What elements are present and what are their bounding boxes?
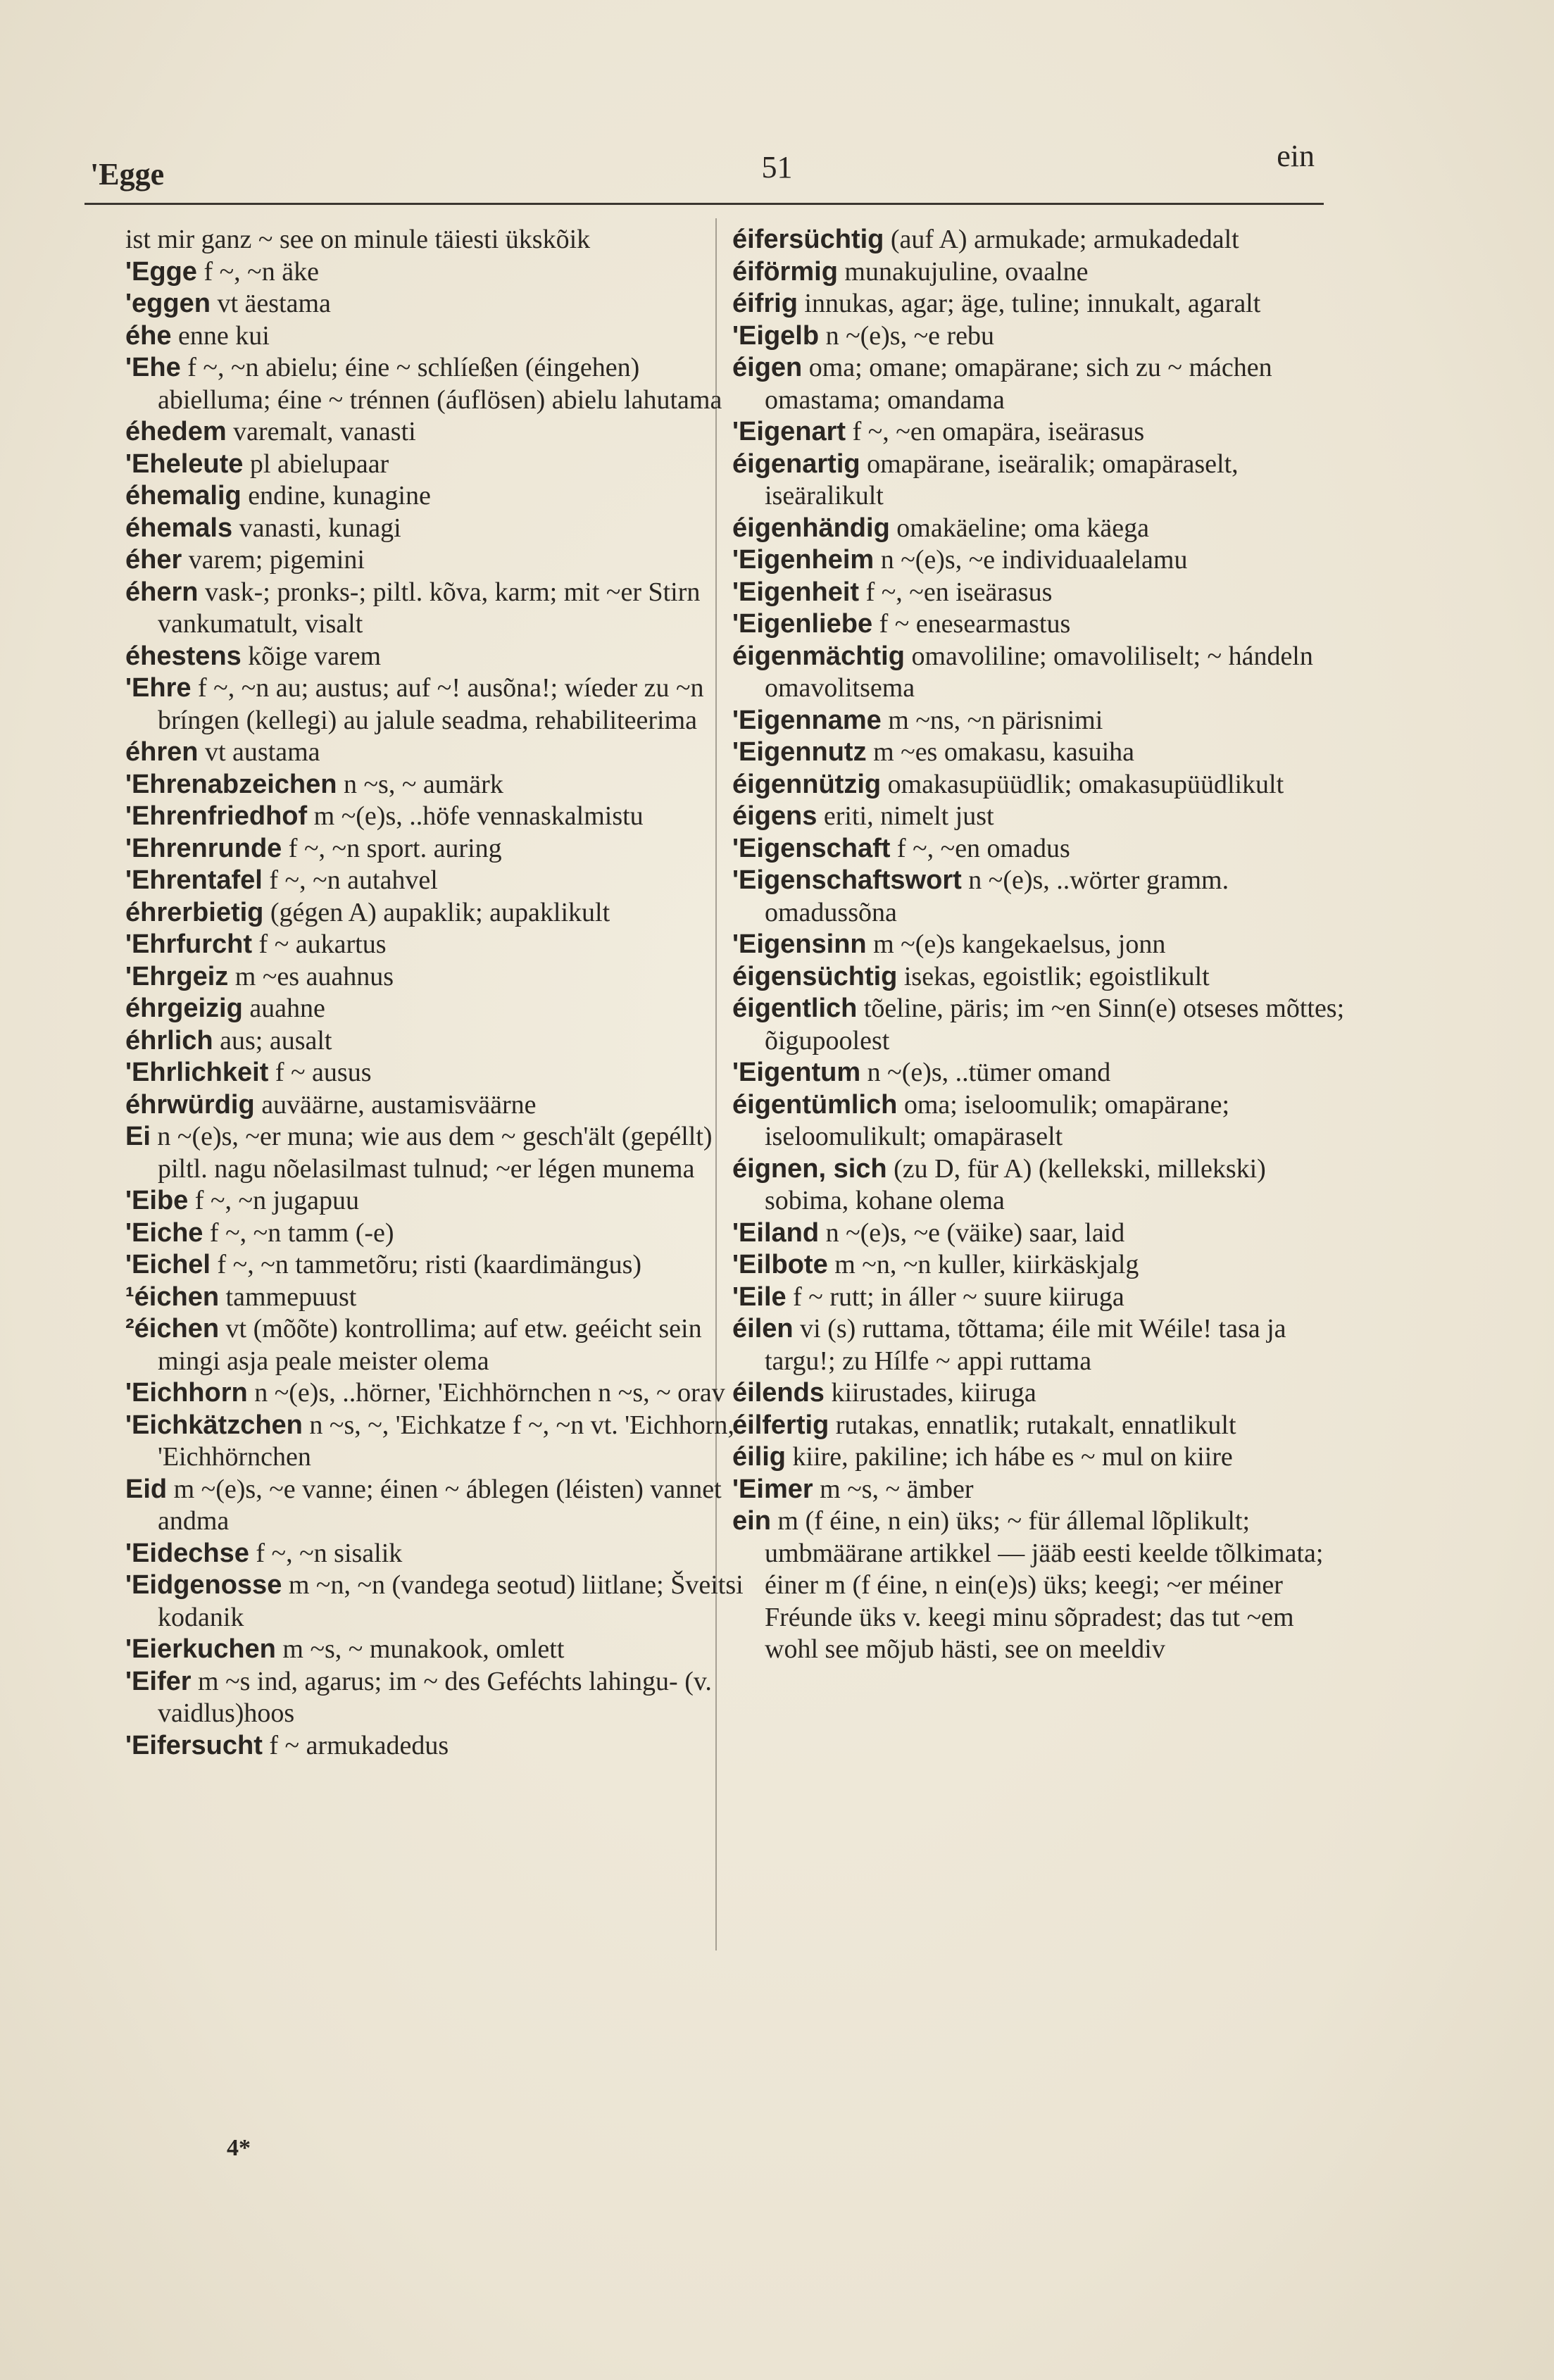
dictionary-entry <box>732 256 1352 289</box>
dictionary-entry <box>125 672 759 737</box>
dictionary-entry <box>125 513 759 545</box>
entry-definition: kiire, pakiline; ich hábe es ~ mul on kiire <box>792 1442 1233 1472</box>
entry-headword: 'Eigentum <box>732 1058 861 1087</box>
dictionary-entry <box>125 480 759 513</box>
entry-headword: 'Eigenart <box>732 417 846 446</box>
entry-definition: oma; iseloomulik; omapärane; iseloomulikult; omapäraselt <box>765 1089 1230 1151</box>
entry-definition: (gégen A) aupaklik; aupaklikult <box>270 897 610 927</box>
entry-headword: éhestens <box>125 641 242 671</box>
dictionary-entry <box>732 993 1352 1057</box>
entry-definition: f ~, ~en omapära, iseärasus <box>852 417 1145 446</box>
entry-headword: éhrwürdig <box>125 1089 255 1120</box>
dictionary-entry <box>125 1282 759 1314</box>
entry-headword: éhedem <box>125 417 227 446</box>
dictionary-entry <box>125 1025 759 1058</box>
entry-definition: n ~(e)s, ..tümer omand <box>867 1058 1111 1087</box>
entry-definition: innukas, agar; äge, tuline; innukalt, agaralt <box>804 289 1261 318</box>
entry-definition: enne kui <box>177 320 270 351</box>
dictionary-entry <box>125 352 759 416</box>
entry-headword: éigentümlich <box>732 1089 898 1120</box>
entry-definition: varem; pigemini <box>188 545 365 575</box>
entry-headword: ¹éichen <box>125 1282 220 1312</box>
entry-headword: éhemals <box>125 513 233 543</box>
entry-headword: 'Ehe <box>125 353 181 382</box>
dictionary-entry <box>732 608 1352 641</box>
entry-definition: varemalt, vanasti <box>233 417 416 446</box>
dictionary-entry <box>732 320 1352 353</box>
dictionary-entry <box>125 1377 759 1410</box>
entry-definition: tõeline, päris; im ~en Sinn(e) otseses mõttes; õigupoolest <box>765 994 1345 1056</box>
dictionary-entry <box>732 352 1352 416</box>
entry-definition: kiirustades, kiiruga <box>831 1378 1036 1408</box>
entry-definition: n ~(e)s, ..wörter gramm. omadussõna <box>765 865 1229 927</box>
entry-definition: omakasupüüdlik; omakasupüüdlikult <box>887 769 1284 799</box>
entry-headword: 'Ehrenabzeichen <box>125 769 337 799</box>
dictionary-entry <box>732 513 1352 545</box>
entry-headword: éifersüchtig <box>732 225 884 254</box>
entry-headword: éhren <box>125 737 199 767</box>
entry-headword: éhrerbietig <box>125 897 264 927</box>
dictionary-entry <box>732 1153 1352 1217</box>
dictionary-entry <box>732 224 1352 256</box>
entry-definition: (auf A) armukade; armukadedalt <box>890 225 1239 254</box>
entry-definition: pl abielupaar <box>249 449 389 479</box>
entry-definition: m ~s, ~ ämber <box>820 1474 974 1504</box>
entry-headword: 'Eimer <box>732 1474 813 1504</box>
dictionary-entry <box>125 801 759 833</box>
entry-definition: n ~(e)s, ~e rebu <box>825 320 995 351</box>
entry-headword: 'Egge <box>125 256 197 287</box>
dictionary-entry <box>125 1057 759 1089</box>
entry-definition: vt austama <box>204 737 320 767</box>
page-number: 51 <box>761 150 793 184</box>
entry-headword: éilfertig <box>732 1410 829 1440</box>
dictionary-entry <box>732 961 1352 994</box>
dictionary-entry <box>125 288 759 320</box>
entry-definition: oma; omane; omapärane; sich zu ~ máchen omastama; omandama <box>765 353 1272 415</box>
entry-definition: omapärane, iseäralik; omapäraselt, iseäralikult <box>765 449 1239 511</box>
dictionary-entry <box>125 897 759 929</box>
entry-definition: n ~(e)s, ..hörner, 'Eichhörnchen n ~s, ~ orav <box>254 1378 725 1408</box>
entry-definition: f ~, ~n tamm (-e) <box>209 1217 394 1248</box>
entry-headword: éigenartig <box>732 449 860 479</box>
entry-headword: 'Ehrfurcht <box>125 929 253 959</box>
dictionary-entry <box>732 1474 1352 1506</box>
entry-headword: 'Eifer <box>125 1666 192 1696</box>
entry-definition: endine, kunagine <box>248 481 431 511</box>
entry-definition: f ~, ~n tammetõru; risti (kaardimängus) <box>217 1250 642 1279</box>
entry-headword: éigen <box>732 353 803 382</box>
entry-definition: f ~, ~n sport. auring <box>288 833 502 863</box>
header-rule <box>84 203 1324 205</box>
dictionary-entry <box>732 288 1352 320</box>
dictionary-entry <box>732 577 1352 609</box>
dictionary-entry <box>125 320 759 353</box>
entry-definition: rutakas, ennatlik; rutakalt, ennatlikult <box>835 1410 1236 1440</box>
entry-headword: 'Ehrenrunde <box>125 833 282 863</box>
entry-headword: 'Eigensinn <box>732 929 867 959</box>
dictionary-entry <box>732 1505 1352 1666</box>
entry-headword: 'Eierkuchen <box>125 1634 276 1664</box>
entry-definition: f ~ ausus <box>275 1058 372 1087</box>
entry-headword: 'Eibe <box>125 1186 189 1215</box>
dictionary-entry <box>125 833 759 865</box>
entry-headword: ein <box>732 1506 771 1536</box>
entry-headword: éigentlich <box>732 994 858 1023</box>
dictionary-entry <box>125 769 759 801</box>
entry-headword: 'Eidgenosse <box>125 1570 282 1600</box>
dictionary-entry <box>125 577 759 641</box>
entry-headword: 'Eichkätzchen <box>125 1410 303 1440</box>
entry-definition: n ~(e)s, ~er muna; wie aus dem ~ gesch'ält (gepéllt) piltl. nagu nõelasilmast tulnud; ~er légen munema <box>157 1122 713 1184</box>
entry-headword: 'Eifersucht <box>125 1730 263 1760</box>
entry-definition: f ~ armukadedus <box>269 1730 449 1760</box>
entry-definition: m ~s, ~ munakook, omlett <box>282 1634 565 1664</box>
entry-headword: éigens <box>732 801 817 831</box>
dictionary-entry <box>125 1249 759 1282</box>
dictionary-entry <box>125 929 759 961</box>
dictionary-entry <box>125 961 759 994</box>
entry-headword: éhemalig <box>125 481 242 511</box>
dictionary-entry <box>125 1666 759 1730</box>
entry-headword: éher <box>125 545 182 575</box>
entry-headword: 'Eigennutz <box>732 737 867 767</box>
dictionary-entry <box>732 1217 1352 1250</box>
dictionary-entry <box>732 865 1352 929</box>
dictionary-entry <box>125 224 759 256</box>
entry-headword: 'Eile <box>732 1282 787 1312</box>
entry-definition: f ~ rutt; in áller ~ suure kiiruga <box>793 1282 1124 1312</box>
dictionary-entry <box>125 416 759 449</box>
entry-headword: éigenhändig <box>732 513 890 543</box>
entry-definition: vt äestama <box>217 289 331 318</box>
entry-headword: éhern <box>125 577 199 607</box>
entry-definition: m ~(e)s, ..höfe vennaskalmistu <box>313 801 644 831</box>
dictionary-entry <box>732 801 1352 833</box>
entry-headword: 'Eiche <box>125 1217 203 1248</box>
entry-definition: n ~(e)s, ~e (väike) saar, laid <box>825 1217 1125 1248</box>
signature-mark: 4* <box>227 2135 251 2161</box>
entry-definition: n ~s, ~ aumärk <box>343 769 503 799</box>
entry-definition: n ~s, ~, 'Eichkatze f ~, ~n vt. 'Eichhorn, 'Eichhörnchen <box>158 1410 734 1472</box>
entry-headword: 'eggen <box>125 289 211 318</box>
dictionary-entry <box>732 1313 1352 1377</box>
entry-definition: aus; ausalt <box>220 1025 332 1056</box>
entry-headword: 'Eiland <box>732 1217 820 1248</box>
entry-headword: éigensüchtig <box>732 961 898 991</box>
entry-headword: éifrig <box>732 289 798 318</box>
dictionary-entry <box>125 993 759 1025</box>
entry-headword: 'Eigelb <box>732 320 820 351</box>
entry-headword: ²éichen <box>125 1314 220 1344</box>
dictionary-entry <box>732 641 1352 705</box>
dictionary-entry <box>732 1282 1352 1314</box>
entry-definition: isekas, egoistlik; egoistlikult <box>903 961 1210 991</box>
entry-definition: auahne <box>249 994 325 1023</box>
entry-definition: (zu D, für A) (kellekski, millekski) sobima, kohane olema <box>765 1153 1266 1215</box>
dictionary-entry <box>125 1121 759 1185</box>
entry-headword: 'Ehre <box>125 673 192 703</box>
dictionary-entry <box>732 1377 1352 1410</box>
entry-headword: 'Eidechse <box>125 1538 249 1568</box>
entry-headword: éhrlich <box>125 1025 213 1056</box>
dictionary-entry <box>732 929 1352 961</box>
entry-headword: 'Eigenliebe <box>732 609 873 639</box>
entry-definition: ist mir ganz ~ see on minule täiesti ükskõik <box>125 225 591 254</box>
right-column <box>732 224 1352 1666</box>
entry-definition: tammepuust <box>225 1282 357 1312</box>
entry-headword: 'Eigenschaftswort <box>732 865 962 895</box>
dictionary-entry <box>125 449 759 481</box>
entry-headword: éigenmächtig <box>732 641 905 671</box>
dictionary-entry <box>125 256 759 289</box>
entry-definition: omakäeline; oma käega <box>896 513 1150 543</box>
right-guideword: ein <box>1277 139 1315 173</box>
dictionary-entry <box>732 833 1352 865</box>
entry-definition: m ~n, ~n (vandega seotud) liitlane; Šveitsi kodanik <box>158 1570 744 1632</box>
dictionary-entry <box>732 705 1352 737</box>
dictionary-entry <box>732 544 1352 577</box>
entry-definition: kõige varem <box>248 641 382 671</box>
entry-definition: m ~(e)s, ~e vanne; éinen ~ áblegen (léisten) vannet andma <box>158 1474 722 1536</box>
entry-definition: m ~s ind, agarus; im ~ des Geféchts lahingu- (v. vaidlus)hoos <box>158 1666 712 1728</box>
dictionary-entry <box>732 1249 1352 1282</box>
entry-headword: 'Eichel <box>125 1250 211 1279</box>
entry-headword: éilends <box>732 1378 825 1408</box>
entry-headword: 'Ehrentafel <box>125 865 263 895</box>
entry-headword: 'Eheleute <box>125 449 244 479</box>
entry-headword: 'Eigenschaft <box>732 833 891 863</box>
entry-headword: éhrgeizig <box>125 994 243 1023</box>
dictionary-entry <box>125 1217 759 1250</box>
entry-headword: 'Eigenheim <box>732 545 875 575</box>
entry-headword: éignen, sich <box>732 1153 887 1184</box>
entry-headword: 'Eigenheit <box>732 577 860 607</box>
entry-definition: m (f éine, n ein) üks; ~ für állemal lõplikult; umbmäärane artikkel — jääb eesti keelde tõlkimata; éiner m (f éine, n ein(e)s) üks; keegi; ~er méiner Fréunde üks v. keegi minu sõpradest; das tut ~em wohl see mõjub hästi, see on meeldiv <box>765 1506 1324 1664</box>
dictionary-entry <box>125 1634 759 1666</box>
entry-definition: vi (s) ruttama, tõttama; éile mit Wéile! tasa ja targu!; zu Hílfe ~ appi ruttama <box>765 1314 1286 1376</box>
entry-definition: eriti, nimelt just <box>823 801 994 831</box>
entry-definition: f ~, ~en omadus <box>896 833 1070 863</box>
entry-definition: vanasti, kunagi <box>239 513 401 543</box>
dictionary-entry <box>125 1185 759 1217</box>
dictionary-entry <box>125 1570 759 1634</box>
entry-definition: m ~es omakasu, kasuiha <box>873 737 1135 767</box>
left-column <box>125 224 759 1762</box>
entry-headword: éilig <box>732 1442 787 1472</box>
entry-definition: f ~, ~n au; austus; auf ~! ausõna!; wíeder zu ~n bríngen (kellegi) au jalule seadma, rehabiliteerima <box>158 673 704 735</box>
entry-definition: f ~ aukartus <box>258 929 387 959</box>
entry-headword: éigennützig <box>732 769 882 799</box>
entry-definition: m ~n, ~n kuller, kiirkäskjalg <box>834 1250 1139 1279</box>
entry-definition: vask-; pronks-; piltl. kõva, karm; mit ~er Stirn vankumatult, visalt <box>158 577 701 639</box>
dictionary-entry <box>125 1474 759 1538</box>
entry-definition: f ~, ~n äke <box>203 256 319 287</box>
dictionary-entry <box>125 544 759 577</box>
entry-headword: éilen <box>732 1314 794 1344</box>
entry-definition: auväärne, austamisväärne <box>261 1089 537 1120</box>
dictionary-entry <box>732 769 1352 801</box>
dictionary-entry <box>125 1538 759 1570</box>
dictionary-entry <box>125 865 759 897</box>
entry-headword: 'Ehrenfriedhof <box>125 801 308 831</box>
dictionary-entry <box>125 641 759 673</box>
entry-definition: f ~, ~n autahvel <box>269 865 438 895</box>
entry-headword: Ei <box>125 1122 151 1151</box>
dictionary-entry <box>732 1057 1352 1089</box>
entry-definition: m ~ns, ~n pärisnimi <box>888 705 1103 735</box>
entry-headword: 'Ehrlichkeit <box>125 1058 269 1087</box>
dictionary-entry <box>125 1313 759 1377</box>
entry-definition: f ~, ~n abielu; éine ~ schlíeßen (éingehen) abielluma; éine ~ trénnen (áuflösen) abielu lahutama <box>158 353 722 415</box>
entry-headword: éiförmig <box>732 256 838 287</box>
entry-definition: munakujuline, ovaalne <box>844 256 1089 287</box>
entry-headword: éhe <box>125 320 172 351</box>
entry-definition: f ~, ~n sisalik <box>256 1538 403 1568</box>
dictionary-entry <box>125 1410 759 1474</box>
left-guideword: 'Egge <box>90 157 165 192</box>
entry-definition: omavoliline; omavoliliselt; ~ hándeln omavolitsema <box>765 641 1313 703</box>
entry-definition: f ~, ~en iseärasus <box>865 577 1053 607</box>
entry-headword: 'Ehrgeiz <box>125 961 229 991</box>
dictionary-entry <box>125 1730 759 1762</box>
dictionary-entry <box>732 416 1352 449</box>
dictionary-entry <box>732 1410 1352 1442</box>
dictionary-entry <box>732 1441 1352 1474</box>
dictionary-entry <box>732 737 1352 769</box>
entry-headword: 'Eilbote <box>732 1250 828 1279</box>
entry-headword: 'Eigenname <box>732 705 882 735</box>
dictionary-entry <box>732 449 1352 513</box>
entry-definition: m ~(e)s kangekaelsus, jonn <box>873 929 1166 959</box>
dictionary-entry <box>732 1089 1352 1153</box>
entry-definition: vt (mõõte) kontrollima; auf etw. geéicht sein mingi asja peale meister olema <box>158 1314 702 1376</box>
dictionary-entry <box>125 1089 759 1122</box>
entry-definition: n ~(e)s, ~e individuaalelamu <box>880 545 1188 575</box>
entry-headword: 'Eichhorn <box>125 1378 248 1408</box>
dictionary-entry <box>125 737 759 769</box>
entry-definition: m ~es auahnus <box>234 961 394 991</box>
entry-definition: f ~, ~n jugapuu <box>194 1186 359 1215</box>
entry-definition: f ~ enesearmastus <box>879 609 1071 639</box>
entry-headword: Eid <box>125 1474 168 1504</box>
